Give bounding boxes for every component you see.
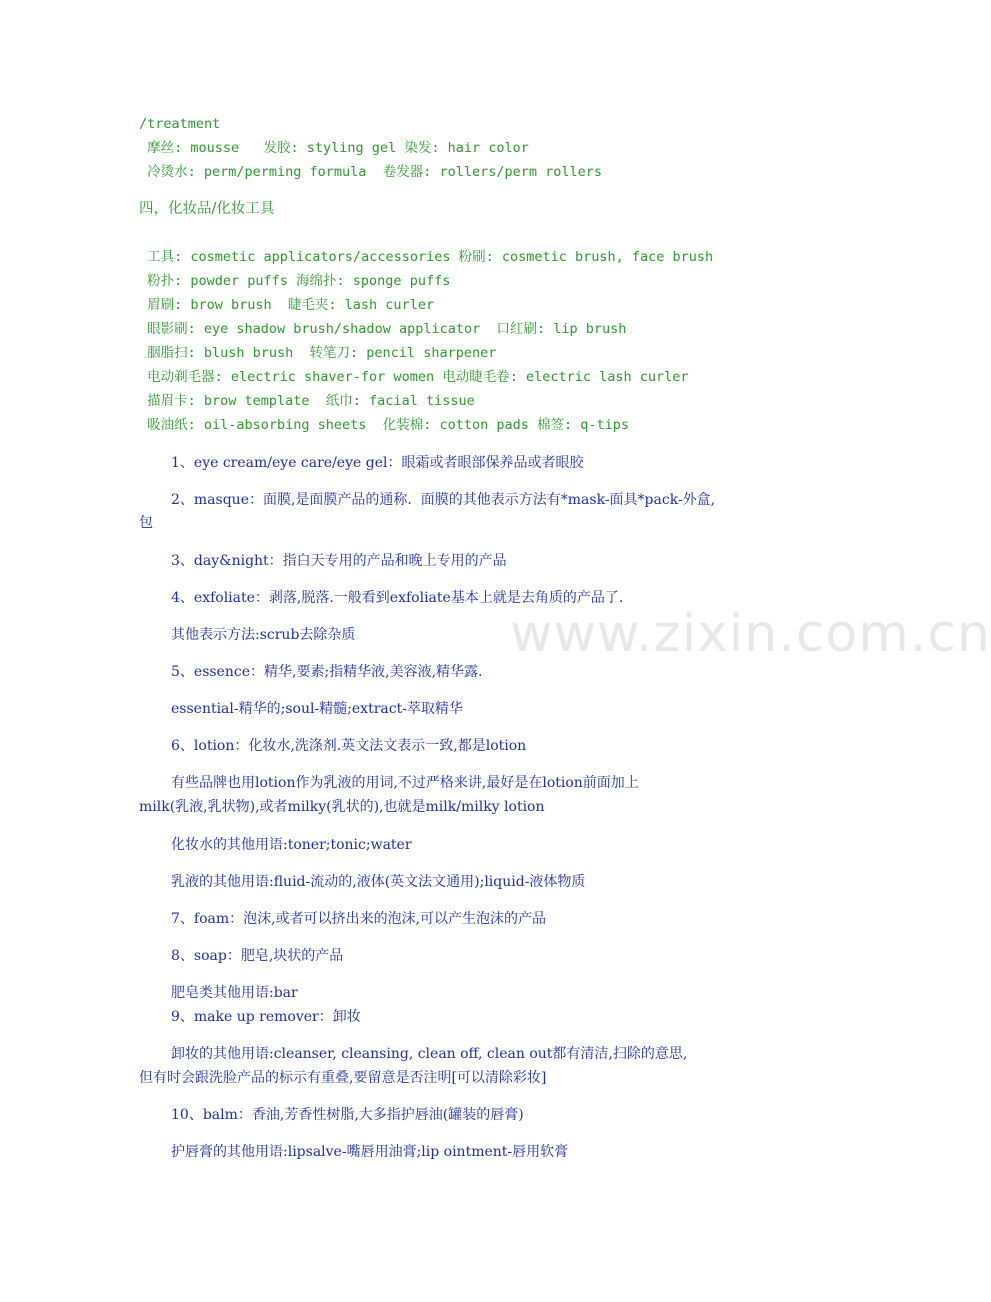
paragraph-9-cleanser-cont: 但有时会跟洗脸产品的标示有重叠,要留意是否注明[可以清除彩妆] bbox=[139, 1070, 547, 1086]
paragraph-9-remover: 9、make up remover：卸妆 bbox=[171, 1009, 361, 1025]
paragraph-8-bar: 肥皂类其他用语:bar bbox=[171, 985, 298, 1001]
paragraph-7-foam: 7、foam：泡沫,或者可以挤出来的泡沫,可以产生泡沫的产品 bbox=[171, 911, 547, 927]
watermark: www.zixin.com.cn bbox=[510, 604, 991, 664]
text-line-brow-template: 描眉卡: brow template 纸巾: facial tissue bbox=[139, 393, 475, 409]
paragraph-10-lipsalve: 护唇膏的其他用语:lipsalve-嘴唇用油膏;lip ointment-唇用软膏 bbox=[171, 1144, 569, 1160]
section-heading-cosmetics-tools: 四，化妆品/化妆工具 bbox=[139, 201, 275, 217]
paragraph-5-essential: essential-精华的;soul-精髓;extract-萃取精华 bbox=[171, 701, 463, 717]
paragraph-5-essence: 5、essence：精华,要素;指精华液,美容液,精华露. bbox=[171, 664, 483, 680]
paragraph-10-balm: 10、balm：香油,芳香性树脂,大多指护唇油(罐装的唇膏) bbox=[171, 1107, 524, 1123]
paragraph-2-masque-cont: 包 bbox=[139, 515, 153, 531]
text-line-perm: 冷烫水: perm/perming formula 卷发器: rollers/perm rollers bbox=[139, 164, 603, 180]
paragraph-6-fluid: 乳液的其他用语:fluid-流动的,液体(英文法文通用);liquid-液体物质 bbox=[171, 874, 586, 890]
paragraph-3-day-night: 3、day&night：指白天专用的产品和晚上专用的产品 bbox=[171, 553, 507, 569]
paragraph-4-scrub: 其他表示方法:scrub去除杂质 bbox=[171, 627, 356, 643]
paragraph-1-eye-cream: 1、eye cream/eye care/eye gel：眼霜或者眼部保养品或者眼胶 bbox=[171, 455, 584, 471]
text-line-eye-shadow-brush: 眼影刷: eye shadow brush/shadow applicator 口红刷: lip brush bbox=[139, 321, 627, 337]
paragraph-4-exfoliate: 4、exfoliate：剥落,脱落.一般看到exfoliate基本上就是去角质的产品了. bbox=[171, 590, 624, 606]
text-line-hair-products: 摩丝: mousse 发胶: styling gel 染发: hair color bbox=[139, 140, 529, 156]
paragraph-6-lotion: 6、lotion：化妆水,洗涤剂.英文法文表示一致,都是lotion bbox=[171, 738, 527, 754]
paragraph-6-lotion-milk: milk(乳液,乳状物),或者milky(乳状的),也就是milk/milky lotion bbox=[139, 799, 545, 815]
text-line-puffs: 粉扑: powder puffs 海绵扑: sponge puffs bbox=[139, 273, 451, 289]
text-line-blush-brush: 胭脂扫: blush brush 转笔刀: pencil sharpener bbox=[139, 345, 497, 361]
text-line-electric-shaver: 电动剃毛器: electric shaver-for women 电动睫毛卷: electric lash curler bbox=[139, 369, 689, 385]
text-line-treatment: /treatment bbox=[139, 116, 221, 132]
paragraph-6-toner: 化妆水的其他用语:toner;tonic;water bbox=[171, 837, 412, 853]
paragraph-8-soap: 8、soap：肥皂,块状的产品 bbox=[171, 948, 344, 964]
text-line-oil-sheets: 吸油纸: oil-absorbing sheets 化装棉: cotton pads 棉签: q-tips bbox=[139, 417, 630, 433]
text-line-brow-brush: 眉刷: brow brush 睫毛夹: lash curler bbox=[139, 297, 435, 313]
paragraph-6-lotion-brand: 有些品牌也用lotion作为乳液的用词,不过严格来讲,最好是在lotion前面加上 bbox=[171, 775, 639, 791]
text-line-tools: 工具: cosmetic applicators/accessories 粉刷: cosmetic brush, face brush bbox=[139, 249, 714, 265]
paragraph-9-cleanser: 卸妆的其他用语:cleanser, cleansing, clean off, clean out都有清洁,扫除的意思, bbox=[171, 1046, 688, 1062]
paragraph-2-masque: 2、masque：面膜,是面膜产品的通称. 面膜的其他表示方法有*mask-面具*pack-外盒, bbox=[171, 492, 716, 508]
